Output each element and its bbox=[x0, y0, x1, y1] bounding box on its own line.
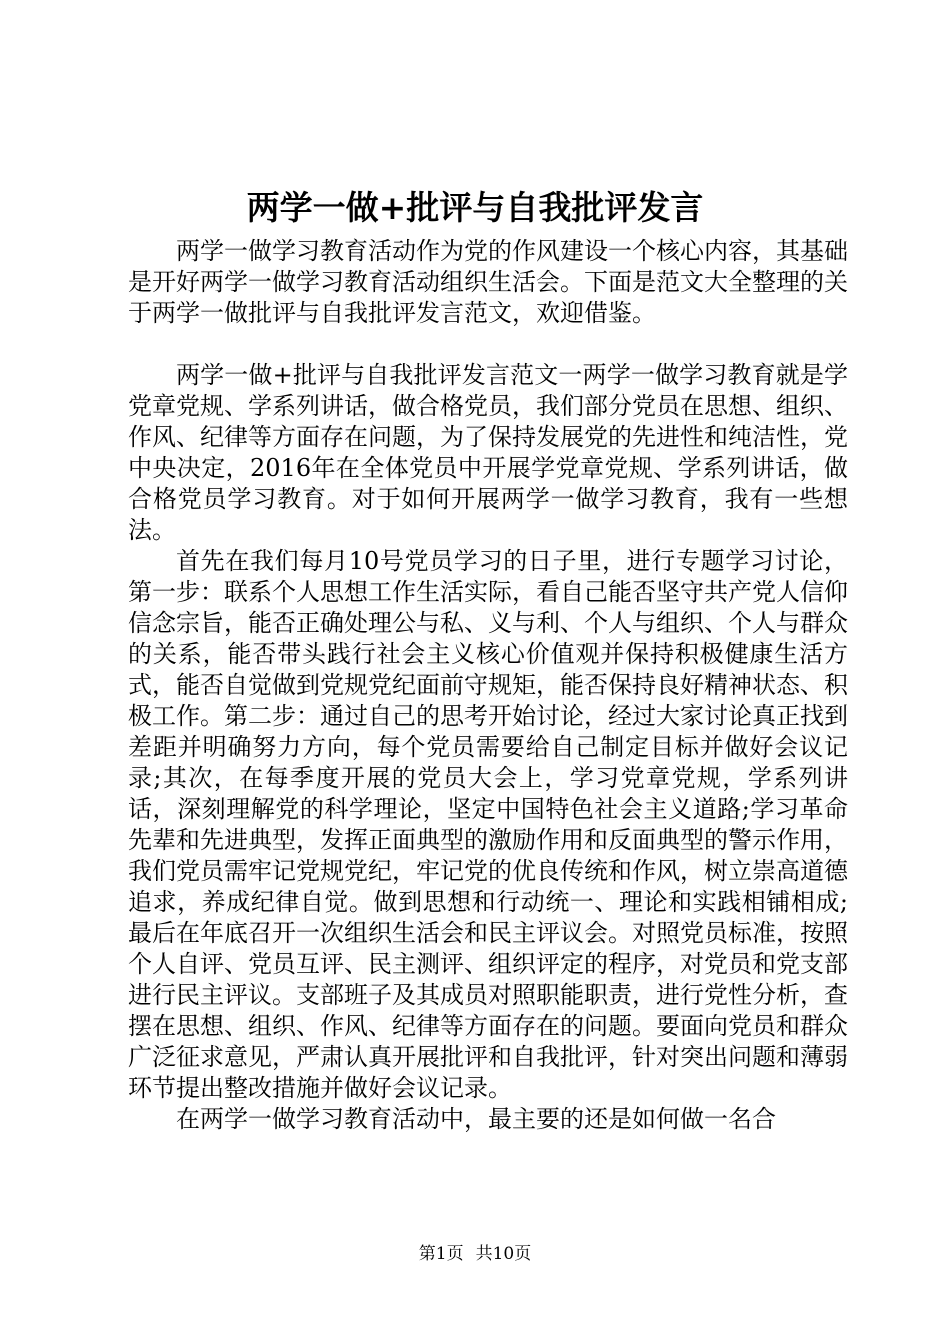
page-total: 共10页 bbox=[475, 1244, 532, 1264]
body-paragraph-1: 两学一做+批评与自我批评发言范文一两学一做学习教育就是学党章党规、学系列讲话，做合格党员，我们部分党员在思想、组织、作风、纪律等方面存在问题，为了保持发展党的先进性和纯洁性，党中央决定，2016年在全体党员中开展学党章党规、学系列讲话，做合格党员学习教育。对于如何开展两学一做学习教育，我有一些想法。 bbox=[128, 361, 848, 544]
body-paragraph-2: 首先在我们每月10号党员学习的日子里，进行专题学习讨论，第一步：联系个人思想工作生活实际，看自己能否坚守共产党人信仰信念宗旨，能否正确处理公与私、义与利、个人与组织、个人与群众的关系，能否带头践行社会主义核心价值观并保持积极健康生活方式，能否自觉做到党规党纪面前守规矩，能否保持良好精神状态、积极工作。第二步：通过自己的思考开始讨论，经过大家讨论真正找到差距并明确努力方向，每个党员需要给自己制定目标并做好会议记录;其次，在每季度开展的党员大会上，学习党章党规，学系列讲话，深刻理解党的科学理论，坚定中国特色社会主义道路;学习革命先辈和先进典型，发挥正面典型的激励作用和反面典型的警示作用，我们党员需牢记党规党纪，牢记党的优良传统和作风，树立崇高道德追求，养成纪律自觉。做到思想和行动统一、理论和实践相铺相成;最后在年底召开一次组织生活会和民主评议会。对照党员标准，按照个人自评、党员互评、民主测评、组织评定的程序，对党员和党支部进行民主评议。支部班子及其成员对照职能职责，进行党性分析，查摆在思想、组织、作风、纪律等方面存在的问题。要面向党员和群众广泛征求意见，严肃认真开展批评和自我批评，针对突出问题和薄弱环节提出整改措施并做好会议记录。 bbox=[128, 547, 848, 1102]
document-body bbox=[128, 236, 848, 1135]
body-paragraph-3: 在两学一做学习教育活动中，最主要的还是如何做一名合 bbox=[176, 1105, 776, 1133]
page-footer bbox=[0, 1243, 950, 1265]
page-number: 第1页 bbox=[418, 1244, 464, 1264]
intro-paragraph: 两学一做学习教育活动作为党的作风建设一个核心内容，其基础是开好两学一做学习教育活动组织生活会。下面是范文大全整理的关于两学一做批评与自我批评发言范文，欢迎借鉴。 bbox=[128, 237, 848, 327]
document-title: 两学一做+批评与自我批评发言 bbox=[246, 188, 704, 227]
